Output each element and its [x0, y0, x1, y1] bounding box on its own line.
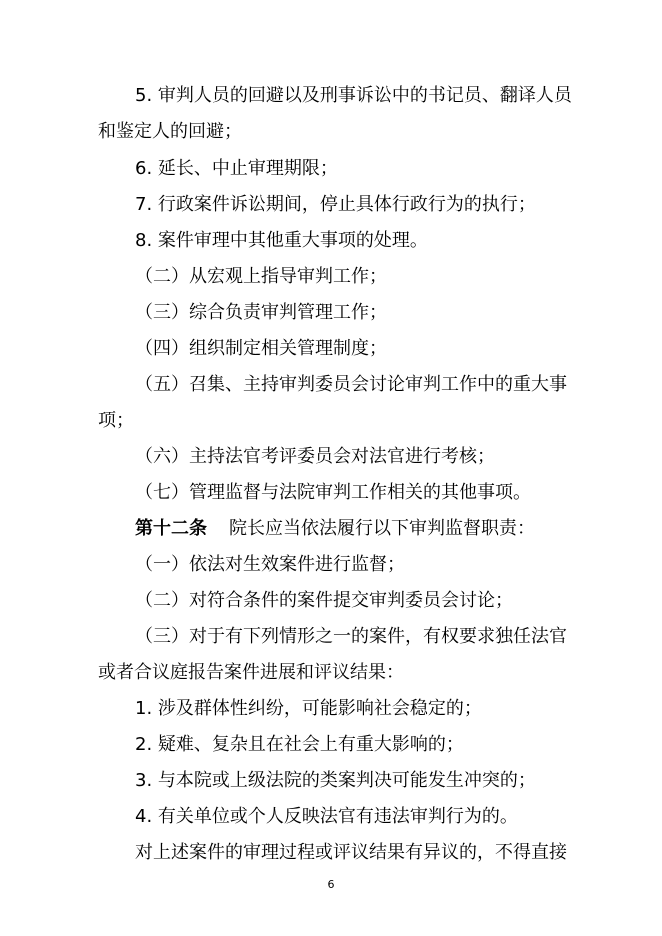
text-line: （四）组织制定相关管理制度； — [135, 338, 387, 359]
article-paragraph — [135, 517, 535, 541]
text-line: （六）主持法官考评委员会对法官进行考核； — [135, 446, 495, 467]
text-line: （七）管理监督与法院审判工作相关的其他事项。 — [135, 482, 531, 503]
text-line: （一）依法对生效案件进行监督； — [135, 554, 405, 575]
text-line: 或者合议庭报告案件进展和评议结果： — [98, 662, 404, 683]
text-line: 3. 与本院或上级法院的类案判决可能发生冲突的； — [135, 770, 536, 791]
article-heading: 第十二条 — [135, 518, 207, 539]
page-number: 6 — [327, 878, 335, 891]
text-line: 5. 审判人员的回避以及刑事诉讼中的书记员、翻译人员 — [135, 85, 572, 106]
text-line: （二）对符合条件的案件提交审判委员会讨论； — [135, 590, 513, 611]
text-line: 2. 疑难、复杂且在社会上有重大影响的； — [135, 734, 464, 755]
article-text: 院长应当依法履行以下审判监督职责： — [229, 518, 535, 539]
text-line: 6. 延长、中止审理期限； — [135, 158, 338, 179]
text-line: 对上述案件的审理过程或评议结果有异议的，不得直接 — [135, 842, 567, 863]
text-line: 1. 涉及群体性纠纷，可能影响社会稳定的； — [135, 698, 482, 719]
text-line: 和鉴定人的回避； — [98, 121, 242, 142]
text-line: 7. 行政案件诉讼期间，停止具体行政行为的执行； — [135, 194, 536, 215]
text-line: （五）召集、主持审判委员会讨论审判工作中的重大事 — [135, 374, 567, 395]
text-line: （二）从宏观上指导审判工作； — [135, 266, 387, 287]
text-line: 4. 有关单位或个人反映法官有违法审判行为的。 — [135, 806, 518, 827]
text-line: 项； — [98, 410, 134, 431]
text-line: （三）综合负责审判管理工作； — [135, 302, 387, 323]
text-line: 8. 案件审理中其他重大事项的处理。 — [135, 230, 428, 251]
text-line: （三）对于有下列情形之一的案件，有权要求独任法官 — [135, 626, 567, 647]
